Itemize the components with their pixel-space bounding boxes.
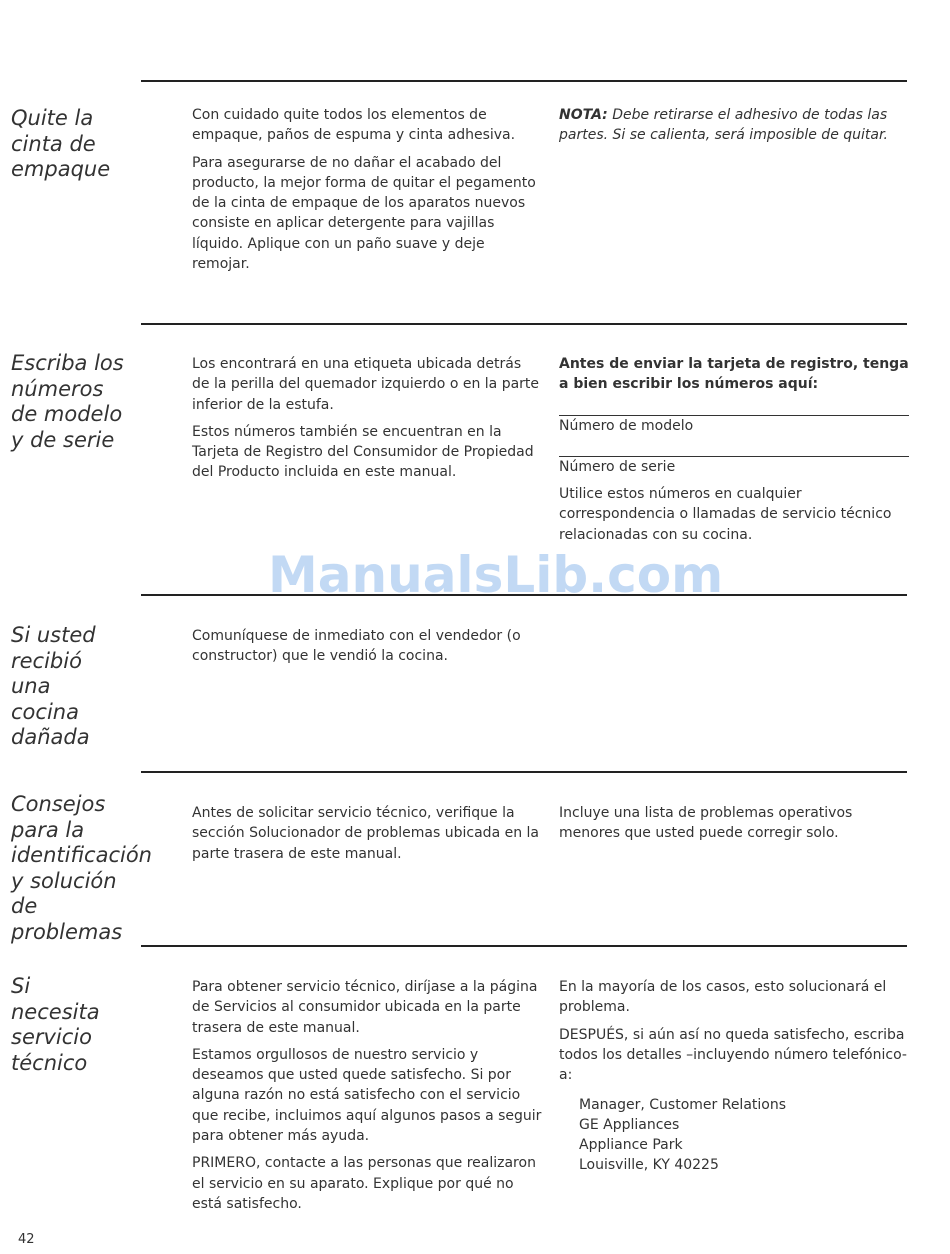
service-followup — [559, 977, 909, 1175]
paragraph: Los encontrará en una etiqueta ubicada detrás de la perilla del quemador izquierdo o en la parte inferior de la estufa. — [192, 356, 540, 413]
paragraph: Para obtener servicio técnico, diríjase a la página de Servicios al consumidor ubicada en la parte trasera de este manual. — [192, 979, 538, 1036]
paragraph: Utilice estos números en cualquier correspondencia o llamadas de servicio técnico relacionadas con su cocina. — [559, 486, 892, 543]
paragraph: Comuníquese de inmediato con el vendedor (o constructor) que le vendió la cocina. — [192, 628, 521, 665]
packing-tape-text — [192, 105, 542, 281]
address-line: Appliance Park — [579, 1137, 683, 1154]
address-line: Manager, Customer Relations — [579, 1097, 787, 1114]
paragraph: En la mayoría de los casos, esto solucionará el problema. — [559, 979, 887, 1016]
section-heading-packing-tape: Quite la cinta de empaque — [11, 106, 111, 181]
serial-number-label: Número de serie — [559, 458, 676, 475]
paragraph: Para asegurarse de no dañar el acabado del producto, la mejor forma de quitar el pegamento de la cinta de empaque de los aparatos nuevos consiste en aplicar detergente para vajillas líquido. Aplique con un paño suave y deje remojar. — [192, 154, 536, 273]
watermark: ManualsLib.com — [268, 546, 724, 604]
section-divider — [141, 80, 907, 82]
packing-tape-note — [559, 105, 909, 153]
note-label: NOTA: — [559, 107, 608, 123]
address-line: Louisville, KY 40225 — [579, 1157, 719, 1174]
paragraph: Con cuidado quite todos los elementos de empaque, paños de espuma y cinta adhesiva. — [192, 107, 516, 144]
paragraph: Estamos orgullosos de nuestro servicio y deseamos que usted quede satisfecho. Si por alguna razón no está satisfecho con el servicio que recibe, incluimos aquí algunos pasos a seguir para obtener más ayuda. — [192, 1046, 542, 1145]
paragraph: DESPUÉS, si aún así no queda satisfecho, escriba todos los detalles –incluyendo número telefónico- a: — [559, 1026, 907, 1084]
paragraph: Incluye una lista de problemas operativos menores que usted puede corregir solo. — [559, 805, 853, 842]
section-heading-model-serial: Escriba los números de modelo y de serie — [11, 351, 124, 452]
section-heading-damaged-range: Si usted recibió una cocina dañada — [11, 623, 96, 749]
section-heading-troubleshooting: Consejos para la identificación y solución de problemas — [11, 792, 152, 944]
address-line: GE Appliances — [579, 1117, 680, 1134]
section-divider — [141, 771, 907, 773]
section-divider — [141, 323, 907, 325]
model-serial-text — [192, 354, 542, 490]
paragraph: Estos números también se encuentran en la Tarjeta de Registro del Consumidor de Propiedad del Producto incluida en este manual. — [192, 423, 534, 481]
troubleshooting-text — [192, 803, 542, 871]
section-heading-service: Si necesita servicio técnico — [11, 974, 100, 1075]
model-number-label: Número de modelo — [559, 417, 694, 434]
troubleshooting-note — [559, 803, 909, 851]
mailing-address — [579, 1095, 909, 1175]
damaged-range-text — [192, 626, 542, 674]
section-divider — [141, 945, 907, 947]
page-number: 42 — [18, 1232, 35, 1247]
service-text — [192, 977, 542, 1221]
paragraph: Antes de solicitar servicio técnico, verifique la sección Solucionador de problemas ubicada en la parte trasera de este manual. — [192, 805, 540, 862]
registration-instruction: Antes de enviar la tarjeta de registro, tenga a bien escribir los números aquí: — [559, 356, 909, 393]
paragraph: PRIMERO, contacte a las personas que realizaron el servicio en su aparato. Explique por qué no está satisfecho. — [192, 1155, 536, 1212]
model-serial-form — [559, 354, 909, 552]
note-text: Debe retirarse el adhesivo de todas las partes. Si se calienta, será imposible de quitar. — [559, 107, 888, 144]
